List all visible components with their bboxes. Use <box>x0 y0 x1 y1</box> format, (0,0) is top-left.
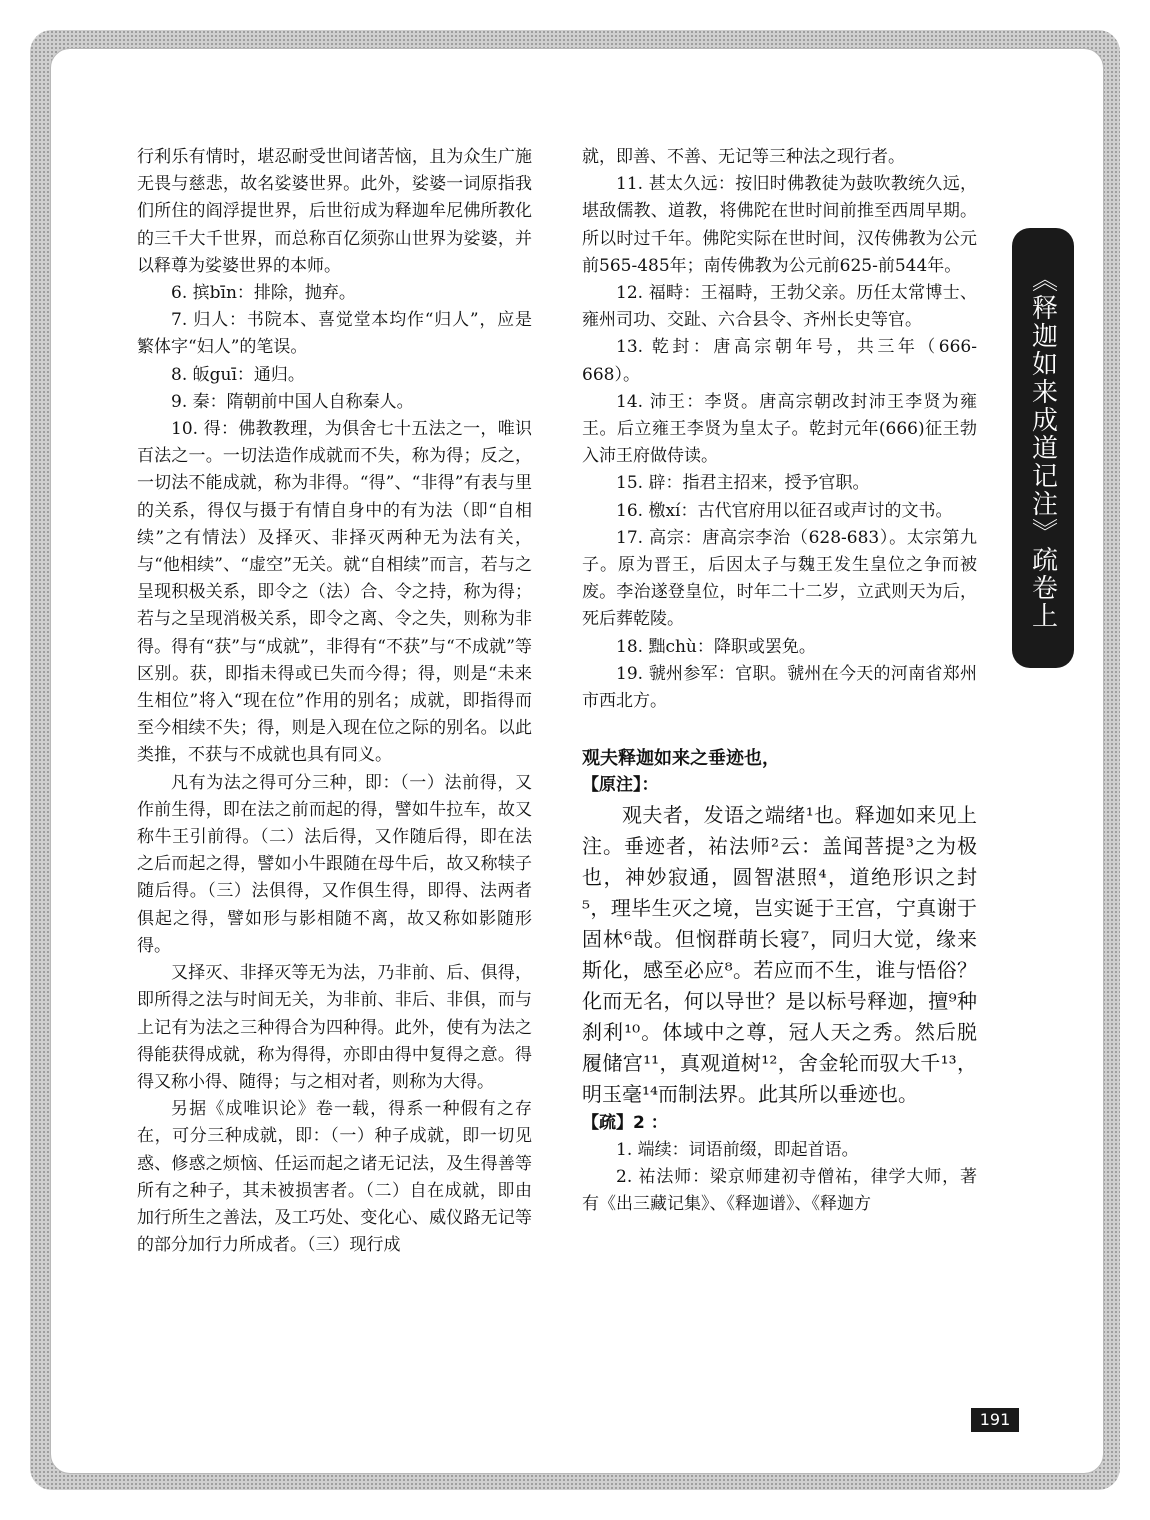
note-item: 16. 檄xí：古代官府用以征召或声讨的文书。 <box>616 500 953 521</box>
commentary-item: 2. 祐法师：梁京师建初寺僧祐，律学大师，著有《出三藏记集》、《释迦谱》、《释迦方 <box>582 1167 977 1215</box>
annotation-notes <box>582 144 977 715</box>
paragraph: 又择灭、非择灭等无为法，乃非前、后、俱得，即所得之法与时间无关，为非前、非后、非俱，而与上记有为法之三种得合为四种得。此外，使有为法之得能获得成就，称为得得，亦即由得中复得之意。得得又称小得、随得；与之相对者，则称为大得。 <box>137 963 532 1092</box>
paragraph: 行利乐有情时，堪忍耐受世间诸苦恼，且为众生广施无畏与慈悲，故名娑婆世界。此外，娑婆一词原指我们所住的阎浮提世界，后世衍成为释迦牟尼佛所教化的三千大千世界，而总称百亿须弥山世界为娑婆，并以释尊为娑婆世界的本师。 <box>137 147 532 276</box>
paragraph: 9. 秦：隋朝前中国人自称秦人。 <box>171 391 414 412</box>
note-item: 19. 虢州参军：官职。虢州在今天的河南省郑州市西北方。 <box>582 663 977 712</box>
note-item: 14. 沛王：李贤。唐高宗朝改封沛王李贤为雍王。后立雍王李贤为皇太子。乾封元年(666)征王勃入沛王府做侍读。 <box>582 391 977 467</box>
chapter-title: 《释迦如来成道记注》疏卷上 <box>1027 266 1058 630</box>
note-item: 12. 福畤：王福畤，王勃父亲。历任太常博士、雍州司功、交趾、六合县令、齐州长史等官。 <box>582 283 977 331</box>
chapter-side-tab <box>1012 228 1074 668</box>
commentary-item: 1. 端续：词语前缀，即起首语。 <box>616 1139 859 1160</box>
note-item: 17. 高宗：唐高宗李治（628-683）。太宗第九子。原为晋王，后因太子与魏王发生皇位之争而被废。李治遂登皇位，时年二十二岁，立武则天为后，死后葬乾陵。 <box>582 527 977 630</box>
original-note-label: 【原注】： <box>582 775 659 796</box>
paragraph: 凡有为法之得可分三种，即：（一）法前得，又作前生得，即在法之前而起的得，譬如牛拉车，故又称牛王引前得。（二）法后得，又作随后得，即在法之后而起之得，譬如小牛跟随在母牛后，故又称犊子随后得。（三）法俱得，又作俱生得，即得、法两者俱起之得，譬如形与影相随不离，故又称如影随形得。 <box>137 772 532 956</box>
left-column <box>137 144 532 1259</box>
paragraph: 6. 摈bīn：排除，抛弃。 <box>171 283 356 304</box>
note-item: 18. 黜chù：降职或罢免。 <box>616 636 816 657</box>
commentary-notes <box>582 1137 977 1219</box>
paragraph: 10. 得：佛教教理，为俱舍七十五法之一，唯识百法之一。一切法造作成就而不失，称为得；反之，一切法不能成就，称为非得。“得”、“非得”有表与里的关系，得仅与摄于有情自身中的有为法（即“自相续”之有情法）及择灭、非择灭两种无为法有关，与“他相续”、“虚空”无关。就“自相续”而言，若与之呈现积极关系，即令之（法）合、令之持，称为得；若与之呈现消极关系，即令之离、令之失，则称为非得。得有“获”与“成就”，非得有“不获”与“不成就”等区别。获，即指未得或已失而今得；得，则是“未来生相位”将入“现在位”作用的别名；成就，即指得而至今相续不失；得，则是入现在位之际的别名。以此类推，不获与不成就也具有同义。 <box>137 419 532 766</box>
paragraph: 7. 归人：书院本、喜觉堂本均作“归人”，应是繁体字“妇人”的笔误。 <box>137 310 532 358</box>
note-item: 15. 辟：指君主招来，授予官职。 <box>616 473 870 494</box>
note-item: 11. 甚太久远：按旧时佛教徒为鼓吹教统久远，堪敌儒教、道教，将佛陀在世时间前推至西周早期。所以时过千年。佛陀实际在世时间，汉传佛教为公元前565-485年；南传佛教为公元前625-前544年。 <box>582 174 977 276</box>
note-item: 13. 乾封：唐高宗朝年号，共三年（666-668）。 <box>582 337 977 385</box>
section-heading: 观夫释迦如来之垂迹也， <box>582 748 780 770</box>
note-item: 就，即善、不善、无记等三种法之现行者。 <box>582 147 905 167</box>
commentary-label: 【疏】2 ： <box>582 1112 668 1133</box>
right-column <box>582 144 977 1218</box>
original-note-text: 观夫者，发语之端绪¹也。释迦如来见上注。垂迹者，祐法师²云：盖闻菩提³之为极也，神妙寂通，圆智湛照⁴，道绝形识之封⁵，理毕生灭之境，岂实诞于王宫，宁真谢于固林⁶哉。但悯群萌长寝⁷，同归大觉，缘来斯化，感至必应⁸。若应而不生，谁与悟俗？化而无名，何以导世？是以标号释迦，擅⁹种刹利¹⁰。体域中之尊，冠人天之秀。然后脱履储宫¹¹，真观道树¹²，舍金轮而驭大千¹³，明玉毫¹⁴而制法界。此其所以垂迹也。 <box>582 802 977 1106</box>
original-note-body <box>582 800 977 1110</box>
paragraph: 8. 皈guī：通归。 <box>171 364 305 385</box>
page-number: 191 <box>971 1408 1019 1432</box>
paragraph: 另据《成唯识论》卷一载，得系一种假有之存在，可分三种成就，即：（一）种子成就，即一切见惑、修惑之烦恼、任运而起之诸无记法，及生得善等所有之种子，其未被损害者。（二）自在成就，即由加行所生之善法，及工巧处、变化心、威仪路无记等的部分加行力所成者。（三）现行成 <box>137 1099 532 1256</box>
